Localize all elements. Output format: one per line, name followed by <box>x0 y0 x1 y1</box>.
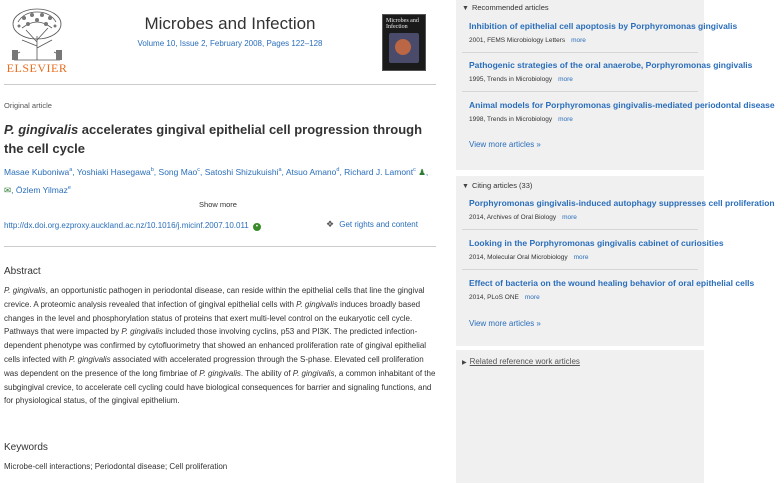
issue-link[interactable]: Issue 2 <box>179 39 206 48</box>
author-link[interactable]: Satoshi Shizukuishi <box>204 166 279 177</box>
abstract-text <box>4 284 438 408</box>
keywords-list: Microbe-cell interactions; Periodontal disease; Cell proliferation <box>4 462 228 471</box>
article-type: Original article <box>4 101 52 110</box>
author-affiliation[interactable]: c <box>197 167 201 173</box>
author-affiliation[interactable]: d <box>336 167 340 173</box>
cover-art-detail <box>395 39 411 55</box>
chevron-right-icon: ▶ <box>462 360 467 366</box>
elsevier-logo[interactable] <box>6 6 68 74</box>
recommended-article-title[interactable]: Inhibition of epithelial cell apoptosis by Porphyromonas gingivalis <box>469 21 738 31</box>
divider <box>462 269 698 270</box>
author-link[interactable]: Masae Kuboniwa <box>4 166 70 177</box>
author-affiliation[interactable]: b <box>150 167 154 173</box>
more-link[interactable]: more <box>573 254 589 261</box>
divider <box>462 52 698 53</box>
rights-link[interactable] <box>326 219 418 230</box>
citing-article-meta <box>469 294 540 301</box>
divider <box>462 229 698 230</box>
organism-name: P. gingivalis <box>296 299 338 309</box>
article-source: 2014, Molecular Oral Microbiology <box>469 254 568 261</box>
journal-citation: Volume 10, Issue 2, February 2008, Pages 122–128 <box>137 39 323 48</box>
abstract-segment: . The ability of <box>240 368 293 378</box>
abstract-segment: included those involving cyclins, p53 and PI3K. The predicted infection-dependent phenotype was confirmed by cytofluorimetry that showed an enhanced proliferation rate of gingival epithelial cells infected with <box>4 327 427 364</box>
more-link[interactable]: more <box>558 76 573 83</box>
author-affiliation[interactable]: e <box>67 184 71 191</box>
article-title-text: accelerates gingival epithelial cell progression through the cell cycle <box>4 122 423 156</box>
more-link[interactable]: more <box>524 294 540 301</box>
recommended-article-meta <box>469 116 573 123</box>
abstract-segment: induces broadly based changes in the level and phosphorylation status of proteins that exert multi-level control on the eukaryotic cell cycle. Pathways that were impacted by <box>4 299 421 337</box>
view-more-recommended[interactable]: View more articles » <box>469 140 541 149</box>
author-link[interactable]: Richard J. Lamont <box>344 166 414 177</box>
article-source: 2001, FEMS Microbiology Letters <box>469 37 566 44</box>
journal-title[interactable]: Microbes and Infection <box>144 14 316 33</box>
email-icon[interactable]: ✉ <box>4 184 12 195</box>
doi-text[interactable]: http://dx.doi.org.ezproxy.auckland.ac.nz/10.1016/j.micinf.2007.10.011 <box>4 221 249 230</box>
open-access-icon: • <box>253 223 261 231</box>
publisher-name: ELSEVIER <box>6 61 68 75</box>
organism-name: P. gingivalis <box>199 368 241 378</box>
citing-heading[interactable]: Citing articles (33) <box>471 181 533 190</box>
abstract-heading: Abstract <box>4 266 41 277</box>
citing-article-title[interactable]: Porphyromonas gingivalis-induced autophagy suppresses cell proliferation <box>469 198 775 208</box>
volume-link[interactable]: Volume 10 <box>137 39 176 48</box>
panel-gap <box>456 170 704 176</box>
author-affiliation[interactable]: c <box>413 167 416 173</box>
author-link[interactable]: Özlem Yilmaz <box>15 184 68 195</box>
view-more-citing[interactable]: View more articles » <box>469 319 541 328</box>
person-icon[interactable]: ♟ <box>418 166 426 177</box>
keywords-heading: Keywords <box>4 442 48 453</box>
doi-link[interactable] <box>4 221 261 231</box>
cover-title: Microbes and Infection <box>386 18 419 30</box>
elsevier-tree-icon <box>8 6 66 62</box>
recommended-article-meta <box>469 76 573 83</box>
citing-article-meta <box>469 254 588 261</box>
article-source: 1995, Trends in Microbiology <box>469 76 553 83</box>
more-link[interactable]: more <box>571 37 586 44</box>
citing-article-title[interactable]: Effect of bacteria on the wound healing behavior of oral epithelial cells <box>469 278 755 288</box>
related-link[interactable]: Related reference work articles <box>469 357 580 366</box>
rights-icon: ❖ <box>326 219 335 229</box>
article-source: 1998, Trends in Microbiology <box>469 116 553 123</box>
article-source: 2014, Archives of Oral Biology <box>469 214 557 221</box>
show-more-button[interactable]: Show more <box>199 200 237 209</box>
chevron-down-icon: ▼ <box>462 5 469 12</box>
article-source: 2014, PLoS ONE <box>469 294 519 301</box>
citing-article-meta <box>469 214 577 221</box>
organism-name: P. gingivalis <box>121 327 164 337</box>
more-link[interactable]: more <box>558 116 573 123</box>
recommended-article-title[interactable]: Animal models for Porphyromonas gingivalis-mediated periodontal disease <box>469 100 775 110</box>
more-link[interactable]: more <box>562 214 577 221</box>
citing-header[interactable] <box>462 181 532 190</box>
recommended-article-meta <box>469 37 586 44</box>
organism-name: P. gingivalis <box>4 286 46 295</box>
divider <box>4 246 436 247</box>
recommended-heading[interactable]: Recommended articles <box>471 3 549 12</box>
article-title <box>4 120 436 158</box>
author-link[interactable]: Atsuo Amano <box>285 166 337 177</box>
journal-date-pages: , February 2008, Pages 122–128 <box>205 39 323 48</box>
recommended-header[interactable] <box>462 3 549 12</box>
divider <box>4 84 436 85</box>
panel-gap <box>456 346 704 350</box>
author-list: Masae Kuboniwa$^a$, Yoshiaki Hasegawa$^b$, Song Mao$^c$, Satoshi Shizukuishi$^a$, Atsuo Amano$^d$, Richard J. Lamont$^c$ ♟, ✉, Özlem Yilmaz$^e$ <box>4 166 429 195</box>
rights-text[interactable]: Get rights and content <box>339 220 418 229</box>
citing-article-title[interactable]: Looking in the Porphyromonas gingivalis cabinet of curiosities <box>469 238 724 248</box>
divider <box>462 91 698 92</box>
organism-name: P. gingivalis <box>68 354 111 364</box>
abstract-segment: associated with accelerated progression through the S-phase. Elevated cell proliferation was dependent on the presence of the long fimbriae of <box>4 354 424 378</box>
chevron-down-icon: ▼ <box>462 183 469 190</box>
author-affiliation[interactable]: a <box>69 167 73 173</box>
author-link[interactable]: Song Mao <box>158 166 198 177</box>
author-affiliation[interactable]: a <box>278 167 282 173</box>
recommended-article-title[interactable]: Pathogenic strategies of the oral anaerobe, Porphyromonas gingivalis <box>469 60 753 70</box>
abstract-segment: , an opportunistic pathogen in periodontal disease, can reside within the epithelial cells that line the gingival crevice. A proteomic analysis revealed that infection of gingival epithelial cells with <box>4 286 425 309</box>
abstract-segment: , a common inhabitant of the subgingival crevice, to accelerate cell cycling could have biological consequences for barrier and signaling functions, and for physiological status, of the gingival epithelium. <box>4 368 436 406</box>
author-link[interactable]: Yoshiaki Hasegawa <box>76 166 151 177</box>
sidebar <box>456 0 775 483</box>
organism-name: P. gingivalis <box>292 368 335 378</box>
related-reference-works[interactable] <box>462 357 580 366</box>
article-title-organism: P. gingivalis <box>4 122 79 137</box>
journal-cover-image[interactable] <box>382 14 426 71</box>
